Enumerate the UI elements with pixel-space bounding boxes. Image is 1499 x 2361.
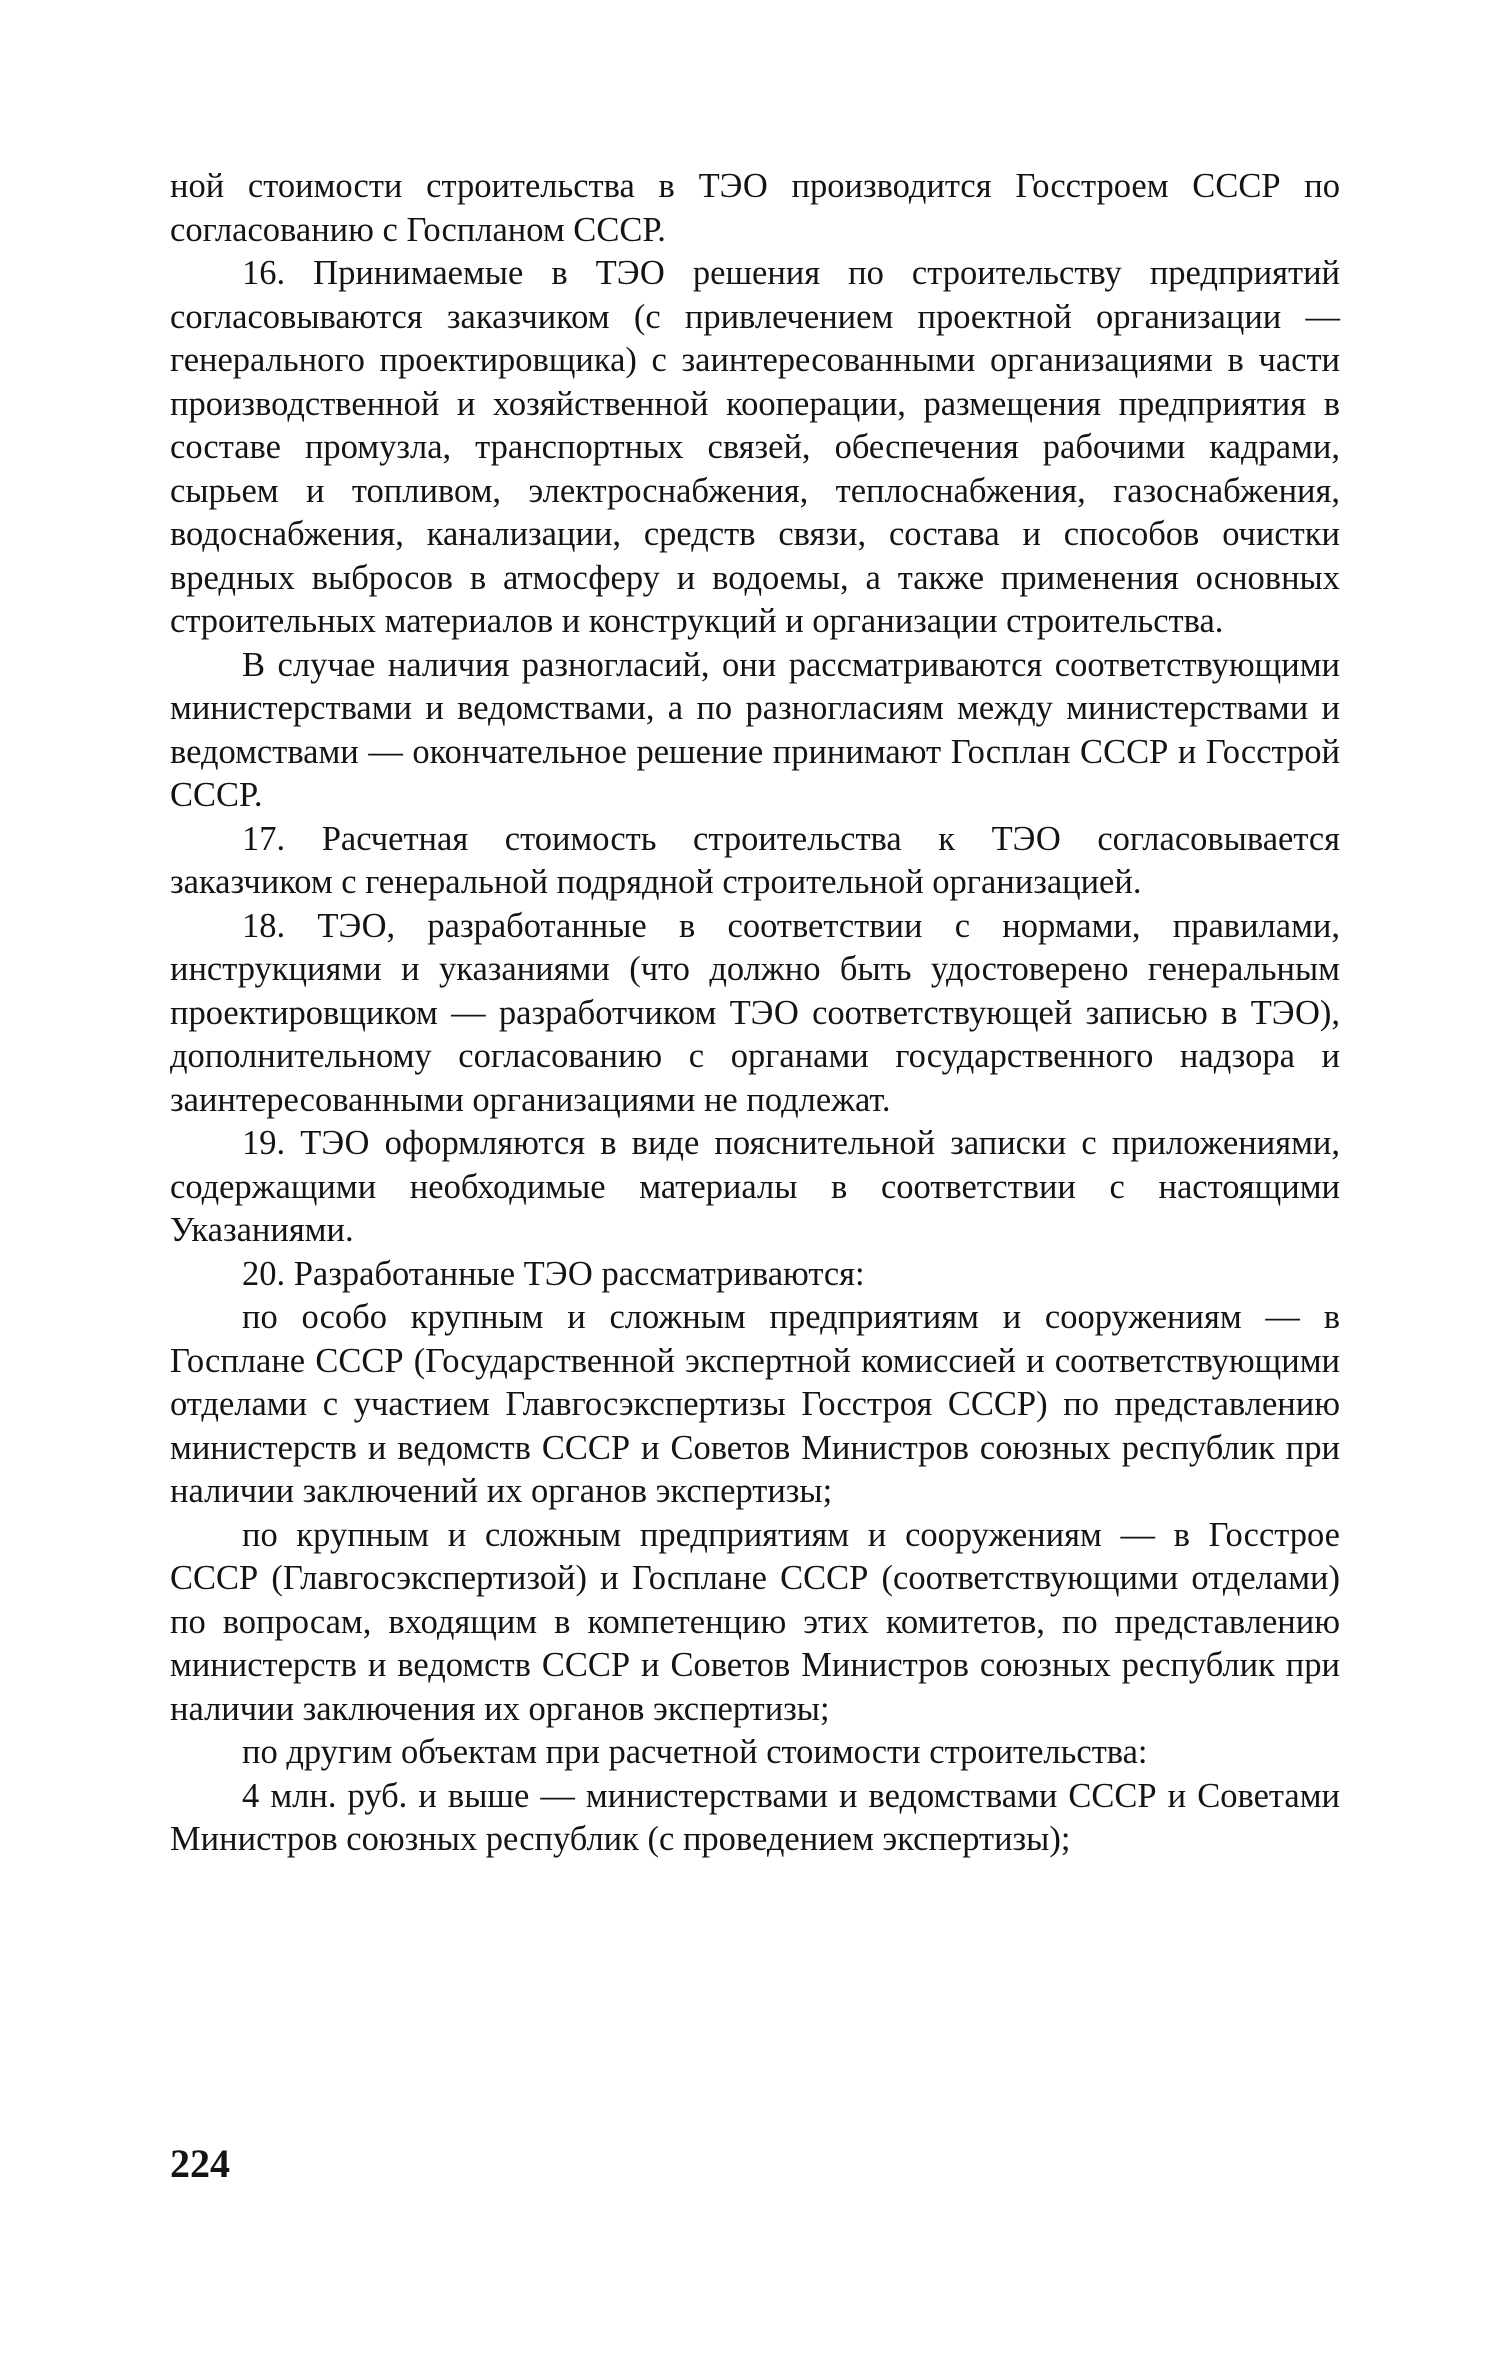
paragraph-18: 18. ТЭО, разработанные в соответствии с нормами, правилами, инструкциями и указаниями (что должно быть удостоверено генеральным проектировщиком — разработчиком ТЭО соответствующей записью в ТЭО), дополнительному согласованию с органами государственного надзора и заинтересованными организациями не подлежат. [170, 906, 1340, 1119]
paragraph-16: 16. Принимаемые в ТЭО решения по строительству предприятий согласовываются заказчиком (с привлечением проектной организации — генерального проектировщика) с заинтересованными организациями в части производственной и хозяйственной кооперации, размещения предприятия в составе промузла, транспортных связей, обеспечения рабочими кадрами, сырьем и топливом, электроснабжения, теплоснабжения, газоснабжения, водоснабжения, канализации, средств связи, состава и способов очистки вредных выбросов в атмосферу и водоемы, а также применения основных строительных материалов и конструкций и организации строительства. [170, 254, 1340, 640]
list-item-especially-large: по особо крупным и сложным предприятиям и сооружениям — в Госплане СССР (Государственной экспертной комиссией и соответствующими отделами с участием Главгосэкспертизы Госстроя СССР) по представлению министерств и ведомств СССР и Советов Министров союзных республик при наличии заключений их органов экспертизы; [170, 1298, 1340, 1510]
list-item-other-objects: по другим объектам при расчетной стоимости строительства: [242, 1733, 1148, 1771]
list-item-large: по крупным и сложным предприятиям и сооружениям — в Госстрое СССР (Главгосэкспертизой) и Госплане СССР (соответствующими отделами) по вопросам, входящим в компетенцию этих комитетов, по представлению министерств и ведомств СССР и Советов Министров союзных республик при наличии заключения их органов экспертизы; [170, 1515, 1340, 1728]
page-body [170, 165, 1340, 1862]
paragraph-19: 19. ТЭО оформляются в виде пояснительной записки с приложениями, содержащими необходимые материалы в соответствии с настоящими Указаниями. [170, 1124, 1340, 1249]
paragraph-17: 17. Расчетная стоимость строительства к ТЭО согласовывается заказчиком с генеральной подрядной строительной организацией. [170, 819, 1340, 901]
paragraph-20: 20. Разработанные ТЭО рассматриваются: [242, 1254, 865, 1293]
paragraph-disagreements: В случае наличия разногласий, они рассматриваются соответствующими министерствами и ведомствами, а по разногласиям между министерствами и ведомствами — окончательное решение принимают Госплан СССР и Госстрой СССР. [170, 645, 1340, 814]
page-number: 224 [170, 2141, 230, 2186]
list-item-4-million: 4 млн. руб. и выше — министерствами и ведомствами СССР и Советами Министров союзных республик (с проведением экспертизы); [170, 1776, 1340, 1858]
paragraph-continuation: ной стоимости строительства в ТЭО производится Госстроем СССР по согласованию с Госпланом СССР. [170, 167, 1340, 249]
